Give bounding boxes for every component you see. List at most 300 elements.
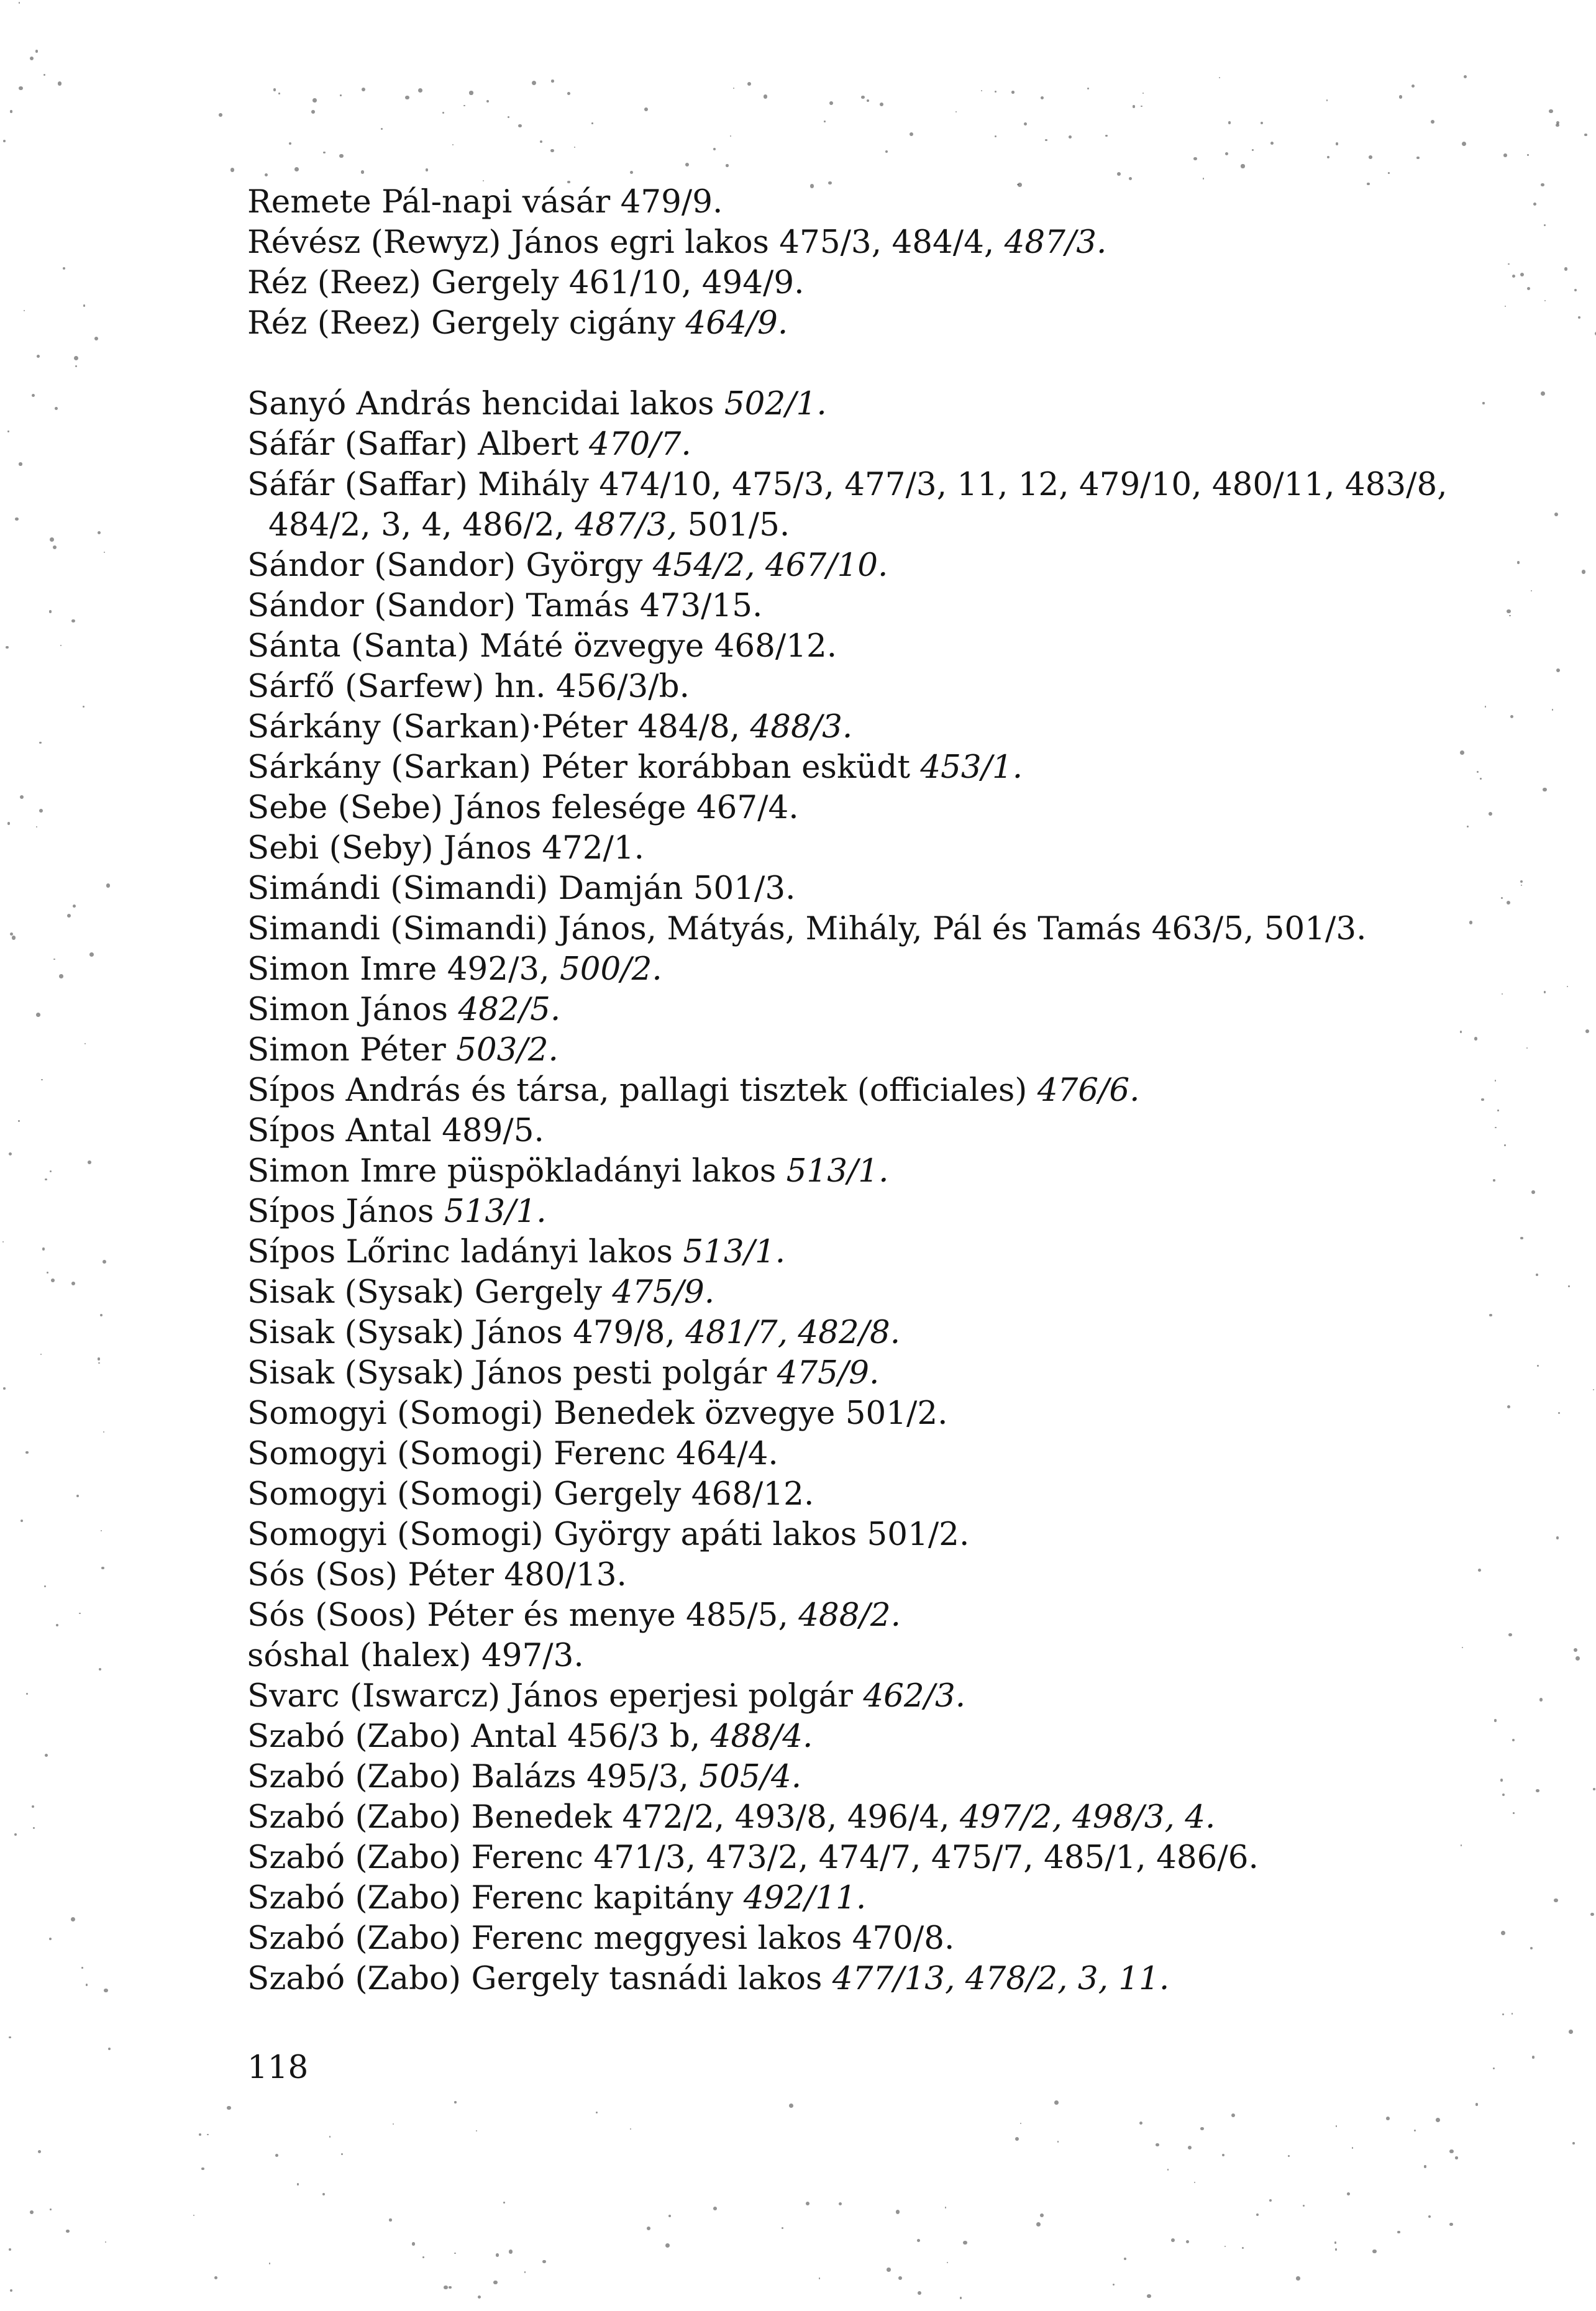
scan-speck bbox=[819, 2277, 821, 2279]
scan-speck bbox=[824, 121, 826, 122]
scan-speck bbox=[486, 100, 489, 103]
scan-speck bbox=[591, 122, 593, 124]
scan-speck bbox=[311, 110, 315, 114]
index-entry bbox=[247, 384, 1502, 424]
scan-speck bbox=[1593, 1788, 1595, 1790]
index-group-s-part1 bbox=[247, 384, 1502, 465]
scan-speck bbox=[393, 2123, 394, 2125]
entry-text: Sárkány (Sarkan) Péter korábban esküdt bbox=[247, 749, 921, 786]
scan-speck bbox=[30, 57, 34, 60]
scan-speck bbox=[361, 170, 364, 173]
scan-speck bbox=[829, 101, 833, 105]
entry-text: Réz (Reez) Gergely cigány bbox=[247, 304, 686, 342]
scan-speck bbox=[362, 88, 365, 91]
entry-text: 501/5. bbox=[677, 506, 790, 544]
scan-speck bbox=[35, 50, 39, 53]
scan-speck bbox=[1113, 2284, 1115, 2286]
scan-speck bbox=[275, 2154, 278, 2157]
scan-speck bbox=[10, 110, 12, 112]
entry-text: Somogyi (Somogi) Benedek özvegye 501/2. bbox=[247, 1395, 948, 1432]
scan-speck bbox=[1224, 2246, 1226, 2247]
scan-speck bbox=[1011, 91, 1015, 94]
scan-speck bbox=[1537, 1365, 1539, 1367]
entry-text: Simándi (Simandi) Damján 501/3. bbox=[247, 870, 796, 907]
scan-speck bbox=[918, 2291, 921, 2295]
scan-speck bbox=[885, 150, 888, 153]
scan-speck bbox=[1256, 2213, 1259, 2216]
index-entry bbox=[247, 1474, 1502, 1515]
scan-speck bbox=[1411, 84, 1415, 88]
entry-text: Réz (Reez) Gergely 461/10, 494/9. bbox=[247, 264, 805, 301]
scan-speck bbox=[910, 132, 914, 137]
index-entry bbox=[247, 747, 1502, 788]
scan-speck bbox=[1549, 109, 1553, 113]
scan-speck bbox=[764, 94, 768, 99]
scan-speck bbox=[1117, 172, 1121, 176]
scan-speck bbox=[67, 914, 71, 918]
scan-speck bbox=[782, 2227, 783, 2229]
scan-speck bbox=[1200, 2127, 1204, 2131]
scan-speck bbox=[1372, 2249, 1376, 2253]
entry-text: Remete Pál-napi vásár 479/9. bbox=[247, 183, 723, 221]
scan-speck bbox=[1578, 316, 1580, 319]
scan-speck bbox=[7, 431, 9, 432]
entry-reference-italic: 454/2, 467/10. bbox=[652, 547, 888, 584]
scan-speck bbox=[1507, 901, 1510, 905]
entry-reference-italic: 476/6. bbox=[1037, 1072, 1140, 1109]
index-entry bbox=[247, 1838, 1502, 1878]
scan-speck bbox=[32, 394, 35, 397]
scan-speck bbox=[665, 2243, 670, 2248]
index-entry bbox=[247, 182, 1502, 222]
scan-speck bbox=[1517, 561, 1520, 563]
scan-speck bbox=[1554, 513, 1558, 516]
scan-speck bbox=[74, 356, 78, 360]
scan-speck bbox=[389, 2218, 391, 2221]
scan-speck bbox=[39, 742, 41, 744]
scan-speck bbox=[15, 517, 18, 521]
index-entry bbox=[247, 1716, 1502, 1757]
scan-speck bbox=[294, 167, 299, 171]
scan-speck bbox=[44, 1585, 46, 1587]
scan-speck bbox=[1512, 275, 1515, 278]
scan-speck bbox=[896, 2210, 900, 2214]
scan-speck bbox=[449, 2286, 452, 2289]
scan-speck bbox=[1261, 122, 1263, 124]
scan-speck bbox=[227, 2106, 230, 2110]
scan-speck bbox=[861, 96, 864, 99]
index-entry bbox=[247, 1313, 1502, 1353]
scan-speck bbox=[289, 142, 292, 145]
scan-speck bbox=[630, 171, 633, 174]
scan-speck bbox=[24, 310, 25, 311]
scan-speck bbox=[995, 91, 996, 93]
scan-speck bbox=[76, 1495, 79, 1497]
scan-speck bbox=[1431, 120, 1434, 124]
scan-speck bbox=[476, 2130, 477, 2131]
scan-speck bbox=[1510, 715, 1513, 718]
scan-speck bbox=[32, 1805, 34, 1808]
entry-reference-italic: 477/13, 478/2, 3, 11. bbox=[832, 1960, 1170, 1997]
scan-speck bbox=[442, 112, 445, 114]
index-group-r bbox=[247, 182, 1502, 344]
scan-speck bbox=[1424, 2165, 1426, 2167]
scan-speck bbox=[9, 2036, 11, 2039]
scan-speck bbox=[1222, 2154, 1224, 2156]
scan-speck bbox=[1564, 267, 1568, 271]
scan-speck bbox=[75, 365, 77, 367]
scan-speck bbox=[567, 92, 570, 95]
scan-speck bbox=[478, 2295, 481, 2299]
entry-text: Sáfár (Saffar) Mihály 474/10, 475/3, 477/3, 11, 12, 479/10, 480/11, 483/8, bbox=[247, 466, 1448, 503]
scan-speck bbox=[540, 140, 542, 143]
scan-speck bbox=[1554, 1898, 1558, 1903]
scan-speck bbox=[14, 1833, 17, 1836]
scan-speck bbox=[59, 974, 63, 978]
index-entry bbox=[247, 1595, 1502, 1636]
scan-speck bbox=[322, 2193, 325, 2195]
scan-speck bbox=[713, 148, 716, 150]
scan-speck bbox=[1087, 88, 1089, 89]
scan-speck bbox=[51, 1279, 55, 1282]
scan-speck bbox=[963, 2241, 967, 2245]
scan-speck bbox=[1574, 289, 1577, 291]
scan-speck bbox=[33, 1827, 35, 1829]
index-entry bbox=[247, 788, 1502, 828]
entry-text: Szabó (Zabo) Antal 456/3 b, bbox=[247, 1718, 711, 1755]
index-entry bbox=[247, 828, 1502, 868]
scan-speck bbox=[867, 99, 869, 102]
scan-speck bbox=[1242, 2247, 1244, 2249]
scan-speck bbox=[45, 1178, 47, 1180]
scan-speck bbox=[56, 1624, 58, 1626]
scan-speck bbox=[1036, 2222, 1041, 2227]
scan-speck bbox=[193, 2215, 194, 2216]
scan-speck bbox=[1334, 2241, 1336, 2243]
scan-speck bbox=[71, 1282, 75, 1285]
scan-speck bbox=[103, 1260, 106, 1264]
scan-speck bbox=[329, 2136, 331, 2137]
scan-speck bbox=[1575, 1656, 1580, 1661]
scan-speck bbox=[1193, 157, 1197, 161]
scan-speck bbox=[21, 1520, 23, 1522]
scan-speck bbox=[104, 1989, 108, 1993]
scan-speck bbox=[1556, 668, 1560, 672]
scan-speck bbox=[199, 2133, 201, 2136]
scan-speck bbox=[1558, 1412, 1560, 1414]
scan-speck bbox=[1040, 2213, 1044, 2217]
scan-speck bbox=[312, 98, 317, 103]
scan-speck bbox=[265, 173, 268, 176]
scan-speck bbox=[1335, 2248, 1338, 2251]
scan-speck bbox=[1414, 2130, 1416, 2131]
scan-speck bbox=[1582, 570, 1586, 574]
entry-text: Sándor (Sandor) Tamás 473/15. bbox=[247, 587, 763, 624]
scan-speck bbox=[19, 86, 22, 90]
scan-speck bbox=[1552, 709, 1554, 711]
index-entry bbox=[247, 707, 1502, 747]
scan-speck bbox=[1024, 122, 1027, 125]
scan-speck bbox=[1527, 154, 1528, 155]
scan-speck bbox=[463, 105, 465, 106]
scan-speck bbox=[1069, 135, 1072, 139]
scan-speck bbox=[1502, 2013, 1504, 2015]
scan-speck bbox=[219, 113, 222, 117]
scan-speck bbox=[50, 2208, 52, 2210]
page-number: 118 bbox=[247, 2049, 309, 2086]
scan-speck bbox=[86, 1984, 88, 1985]
scan-speck bbox=[25, 1451, 28, 1454]
scan-speck bbox=[1464, 75, 1467, 79]
index-entry bbox=[247, 1434, 1502, 1474]
scan-speck bbox=[1530, 1947, 1533, 1949]
entry-text: Szabó (Zabo) Gergely tasnádi lakos bbox=[247, 1960, 832, 1997]
scan-speck bbox=[71, 1917, 75, 1921]
scan-speck bbox=[1288, 2155, 1290, 2157]
scan-speck bbox=[1219, 77, 1220, 78]
scan-speck bbox=[422, 2256, 424, 2258]
scan-speck bbox=[1572, 2142, 1575, 2145]
index-entry bbox=[247, 1192, 1502, 1232]
index-entry bbox=[247, 949, 1502, 990]
scan-speck bbox=[1505, 306, 1507, 308]
scan-speck bbox=[1520, 880, 1523, 883]
scan-speck bbox=[53, 545, 57, 549]
scan-speck bbox=[79, 1613, 81, 1615]
entry-text: Sárfő (Sarfew) hn. 456/3/b. bbox=[247, 668, 690, 705]
scan-speck bbox=[1399, 95, 1402, 98]
scan-speck bbox=[341, 2153, 343, 2155]
scan-speck bbox=[789, 2104, 793, 2108]
scan-speck bbox=[630, 2128, 631, 2130]
scan-speck bbox=[1504, 1144, 1506, 1146]
scan-speck bbox=[1231, 2113, 1236, 2118]
scan-speck bbox=[73, 905, 76, 908]
scan-speck bbox=[1532, 2056, 1535, 2059]
scan-speck bbox=[1521, 885, 1522, 886]
index-entry bbox=[247, 1959, 1502, 1999]
index-entry bbox=[247, 545, 1502, 586]
scan-speck bbox=[2, 1241, 4, 1242]
entry-text: Sándor (Sandor) György bbox=[247, 547, 653, 584]
entry-reference-italic: 453/1. bbox=[920, 749, 1023, 786]
entry-reference-italic: 464/9. bbox=[685, 304, 788, 342]
entry-text: Simon Imre püspökladányi lakos bbox=[247, 1152, 787, 1190]
scan-speck bbox=[1513, 1812, 1515, 1814]
entry-text: Sárkány (Sarkan)·Péter 484/8, bbox=[247, 708, 750, 745]
index-list bbox=[247, 182, 1502, 1999]
scan-speck bbox=[1507, 609, 1510, 613]
scan-speck bbox=[1536, 1274, 1538, 1276]
scan-speck bbox=[1327, 156, 1329, 158]
scan-speck bbox=[1015, 2137, 1019, 2141]
scan-speck bbox=[60, 645, 62, 646]
index-entry bbox=[247, 1555, 1502, 1595]
scan-speck bbox=[1462, 142, 1466, 146]
scan-speck bbox=[99, 1668, 101, 1671]
scan-speck bbox=[98, 1362, 99, 1364]
index-entry bbox=[247, 1676, 1502, 1716]
scan-speck bbox=[1057, 2141, 1059, 2142]
scan-speck bbox=[1512, 2013, 1513, 2015]
entry-reference-italic: 497/2, 498/3, 4. bbox=[959, 1798, 1216, 1836]
scan-speck bbox=[508, 116, 509, 118]
index-entry bbox=[247, 990, 1502, 1030]
entry-text: Sípos András és társa, pallagi tisztek (officiales) bbox=[247, 1072, 1037, 1109]
scan-speck bbox=[1129, 177, 1132, 180]
index-entry bbox=[247, 222, 1502, 263]
scan-speck bbox=[53, 959, 55, 960]
scan-speck bbox=[9, 2248, 11, 2251]
scan-speck bbox=[94, 337, 98, 340]
scan-speck bbox=[444, 2286, 448, 2290]
scan-speck bbox=[50, 1170, 52, 1172]
scan-speck bbox=[39, 809, 43, 813]
entry-reference-italic: 482/5. bbox=[458, 991, 561, 1028]
scan-speck bbox=[1556, 1536, 1559, 1539]
scan-speck bbox=[995, 135, 996, 137]
scan-speck bbox=[230, 168, 235, 172]
entry-reference-italic: 488/2. bbox=[798, 1597, 901, 1634]
scan-speck bbox=[898, 2276, 902, 2280]
scan-speck bbox=[1544, 224, 1546, 227]
scan-speck bbox=[81, 1967, 83, 1969]
entry-text: Simon Imre 492/3, bbox=[247, 950, 560, 988]
entry-text: Sisak (Sysak) János pesti polgár bbox=[247, 1354, 777, 1392]
entry-text: 484/2, 3, 4, 486/2, bbox=[268, 506, 575, 544]
entry-text: Somogyi (Somogi) Gergely 468/12. bbox=[247, 1475, 814, 1513]
scan-speck bbox=[297, 2183, 299, 2186]
scan-speck bbox=[1585, 1029, 1589, 1033]
scan-speck bbox=[483, 180, 484, 181]
scan-speck bbox=[273, 88, 276, 91]
scan-speck bbox=[88, 1160, 91, 1164]
scan-speck bbox=[412, 2242, 416, 2246]
index-entry bbox=[247, 1353, 1502, 1393]
scan-speck bbox=[733, 88, 734, 89]
entry-text: Simandi (Simandi) János, Mátyás, Mihály, Pál és Tamás 463/5, 501/3. bbox=[247, 910, 1367, 947]
entry-reference-italic: 505/4. bbox=[699, 1758, 802, 1795]
scan-speck bbox=[10, 932, 13, 936]
index-entry bbox=[247, 263, 1502, 303]
scan-speck bbox=[1527, 287, 1530, 290]
scan-speck bbox=[960, 2297, 962, 2299]
scan-speck bbox=[18, 1120, 19, 1121]
scan-speck bbox=[1397, 2231, 1400, 2233]
scan-speck bbox=[1493, 2067, 1495, 2069]
index-entry bbox=[247, 424, 1502, 465]
entry-reference-italic: 475/9. bbox=[612, 1274, 715, 1311]
scan-speck bbox=[1449, 2149, 1453, 2153]
scan-speck bbox=[1147, 2294, 1151, 2299]
entry-text: Sós (Sos) Péter 480/13. bbox=[247, 1556, 627, 1593]
scan-speck bbox=[1531, 590, 1532, 591]
entry-text: Révész (Rewyz) János egri lakos 475/3, 484/4, bbox=[247, 224, 1005, 261]
scan-speck bbox=[103, 1431, 105, 1433]
entry-reference-italic: 488/4. bbox=[710, 1718, 813, 1755]
scan-speck bbox=[1336, 142, 1338, 145]
scan-speck bbox=[596, 2112, 598, 2113]
entry-text: Svarc (Iswarcz) János eperjesi polgár bbox=[247, 1677, 864, 1715]
index-entry bbox=[247, 868, 1502, 909]
scan-speck bbox=[101, 1530, 103, 1532]
scan-speck bbox=[1241, 164, 1244, 168]
scan-speck bbox=[493, 2281, 498, 2285]
scan-speck bbox=[84, 1043, 86, 1044]
scan-speck bbox=[63, 267, 65, 270]
scan-speck bbox=[3, 140, 6, 142]
entry-reference-italic: 513/1. bbox=[683, 1233, 786, 1270]
scan-speck bbox=[40, 1354, 42, 1355]
scan-speck bbox=[726, 164, 729, 167]
scan-speck bbox=[1352, 2147, 1354, 2149]
entry-text: Sisak (Sysak) János 479/8, bbox=[247, 1314, 686, 1351]
scan-speck bbox=[1449, 2223, 1453, 2227]
scan-speck bbox=[207, 2134, 209, 2136]
scan-speck bbox=[1568, 1285, 1570, 1287]
scan-speck bbox=[1139, 2122, 1142, 2125]
entry-text: Szabó (Zabo) Ferenc meggyesi lakos 470/8. bbox=[247, 1920, 955, 1957]
scan-speck bbox=[98, 531, 101, 534]
entry-text: Sáfár (Saffar) Albert bbox=[247, 426, 589, 463]
scan-speck bbox=[1228, 121, 1231, 124]
scan-speck bbox=[6, 646, 8, 649]
scan-speck bbox=[518, 124, 521, 127]
scan-speck bbox=[71, 619, 75, 623]
scan-speck bbox=[503, 2202, 505, 2204]
scan-speck bbox=[36, 826, 37, 827]
index-entry bbox=[247, 1757, 1502, 1797]
index-entry bbox=[247, 465, 1502, 505]
scan-speck bbox=[1141, 106, 1142, 107]
scan-speck bbox=[1508, 263, 1509, 265]
scan-speck bbox=[1194, 2182, 1195, 2183]
scan-speck bbox=[469, 91, 473, 94]
scan-speck bbox=[269, 2263, 271, 2264]
scan-speck bbox=[1167, 2169, 1169, 2171]
scan-speck bbox=[42, 1247, 45, 1250]
scan-speck bbox=[1512, 1739, 1515, 1741]
scan-speck bbox=[981, 90, 982, 91]
scan-speck bbox=[1203, 178, 1204, 179]
scan-speck bbox=[454, 2101, 456, 2103]
scan-speck bbox=[1336, 2125, 1337, 2126]
scan-speck bbox=[1556, 124, 1559, 127]
scan-speck bbox=[452, 144, 454, 145]
scan-speck bbox=[1526, 1047, 1528, 1049]
scan-speck bbox=[839, 2202, 842, 2205]
scan-speck bbox=[550, 149, 554, 153]
scan-speck bbox=[1520, 1237, 1523, 1239]
scan-speck bbox=[323, 152, 326, 154]
group-gap bbox=[247, 344, 1502, 384]
scan-speck bbox=[668, 2215, 671, 2217]
scan-speck bbox=[1269, 2199, 1272, 2202]
scan-speck bbox=[685, 163, 689, 166]
entry-text: Somogyi (Somogi) Ferenc 464/4. bbox=[247, 1435, 778, 1472]
scan-speck bbox=[542, 2260, 545, 2263]
scan-speck bbox=[36, 1013, 40, 1017]
entry-text: Sípos Antal 489/5. bbox=[247, 1112, 544, 1149]
scan-speck bbox=[1509, 615, 1511, 617]
scan-speck bbox=[1124, 2258, 1126, 2260]
scan-speck bbox=[496, 2253, 499, 2256]
scan-speck bbox=[83, 706, 84, 708]
scan-speck bbox=[955, 111, 957, 112]
scan-speck bbox=[1507, 1405, 1510, 1408]
entry-text: Sisak (Sysak) Gergely bbox=[247, 1274, 613, 1311]
entry-text: Sebi (Seby) János 472/1. bbox=[247, 829, 645, 867]
